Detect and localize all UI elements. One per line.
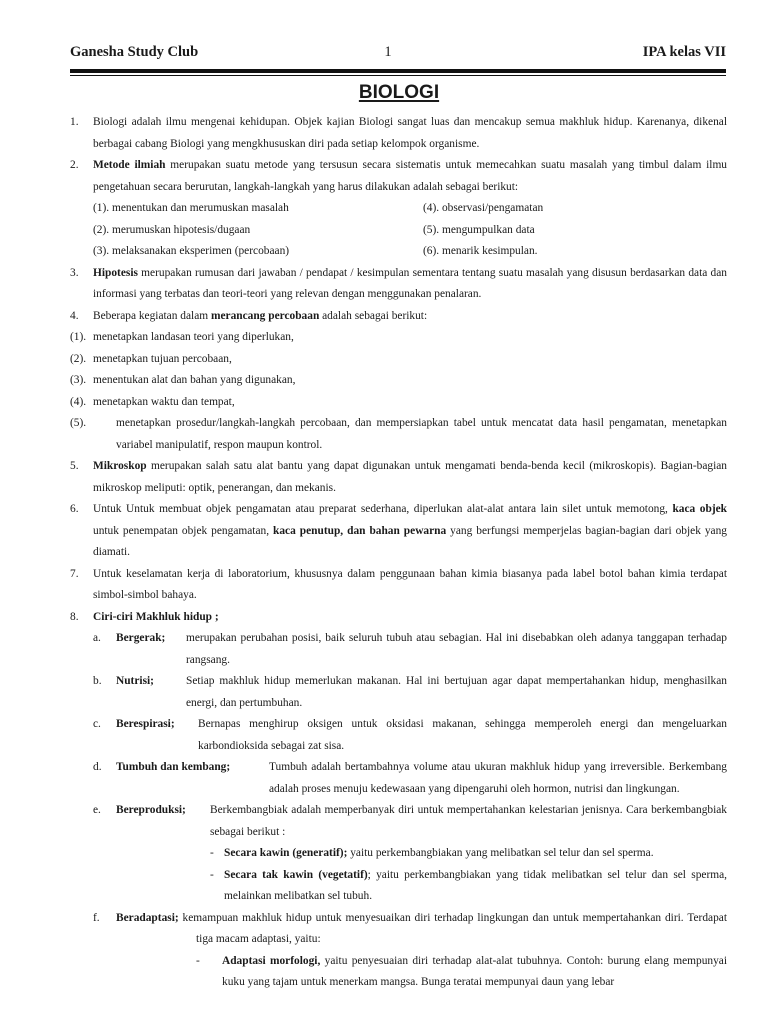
paragraph: Mikroskop merupakan salah satu alat bantu yang dapat digunakan untuk mengamati benda-benda kecil (mikroskopis). Bagian-bagian mikroskop meliputi: optik, penerangan, dan mekanis. bbox=[93, 460, 727, 494]
step: (1). menentukan dan merumuskan masalah bbox=[93, 202, 289, 214]
term: Berespirasi; bbox=[116, 718, 175, 730]
term: kaca objek bbox=[672, 503, 728, 515]
step: (4). observasi/pengamatan bbox=[423, 202, 544, 214]
list-item: 4. Beberapa kegiatan dalam merancang percobaan adalah sebagai berikut: bbox=[70, 306, 727, 328]
term: kaca penutup, dan bahan pewarna bbox=[273, 524, 447, 537]
list-item: 3. Hipotesis merupakan rumusan dari jawaban / pendapat / kesimpulan sementara tentang suatu masalah yang disusun berdasarkan data dan informasi yang terbatas dan teori-teori yang relevan dengan menggunakan penalaran. bbox=[70, 263, 727, 306]
sub-item: (1). menetapkan landasan teori yang diperlukan, bbox=[70, 331, 294, 343]
term: Metode ilmiah bbox=[93, 159, 166, 171]
header-rule-thin bbox=[70, 75, 726, 76]
list-item: 5. Mikroskop merupakan salah satu alat bantu yang dapat digunakan untuk mengamati benda-benda kecil (mikroskopis). Bagian-bagian mikroskop meliputi: optik, penerangan, dan mekanis. bbox=[70, 456, 727, 499]
method-steps bbox=[93, 198, 727, 263]
sub-item: - Adaptasi morfologi, yaitu penyesuaian diri terhadap alat-alat tubuhnya. Contoh: burung elang mempunyai kuku yang tajam untuk menerkam mangsa. Bunga teratai mempunyai daun yang lebar bbox=[196, 954, 727, 988]
trait-item: b. Nutrisi; Setiap makhluk hidup memerlukan makanan. Hal ini bertujuan agar dapat mempertahankan hidup, menghasilkan energi, dan pertumbuhan. bbox=[93, 671, 727, 714]
header-left: Ganesha Study Club bbox=[70, 44, 199, 60]
term: Ciri-ciri Makhluk hidup ; bbox=[93, 610, 219, 623]
list-item: 8. Ciri-ciri Makhluk hidup ; a. Bergerak; merupakan perubahan posisi, baik seluruh tubuh atau sebagian. Hal ini disebabkan oleh adanya tanggapan terhadap rangsang. b. Nutrisi; Setiap makhluk hidup memerlukan makanan. Hal ini bertujuan agar dapat mempertahankan hidup, menghasilkan energi, dan pertumbuhan. c. Berespirasi; Bernapas menghirup oksigen untuk oksidasi makanan, sehingga memperoleh energi dan mengeluarkan karbondioksida sebagai zat sisa. d. Tumbuh dan kembang; Tumbuh adalah bertambahnya volume atau ukuran makhluk hidup yang irreversible. Berkembang adalah proses menuju kedewasaan yang dipengaruhi oleh hormon, nutrisi dan lingkungan. e. Bereproduksi; Berkembangbiak adalah memperbanyak diri untuk mempertahankan kelestarian jenisnya. Cara berkembangbiak sebagai berikut : - Secara kawin (generatif); yaitu perkembangbiakan yang melibatkan sel telur dan sel sperma. - Secara tak kawin (vegetatif); yaitu perkembangbiakan yang tidak melibatkan sel telur dan sel sperma, melainkan melibatkan sel tubuh. f. Beradaptasi; kemampuan makhluk hidup untuk menyesuaikan diri terhadap lingkungan dan untuk mempertahankan diri. Terdapat tiga macam adaptasi, yaitu: - Adaptasi morfologi, yaitu penyesuaian diri terhadap alat-alat tubuhnya. Contoh: burung elang mempunyai kuku yang tajam untuk menerkam mangsa. Bunga teratai mempunyai daun yang lebar bbox=[70, 607, 727, 994]
trait-item: e. Bereproduksi; Berkembangbiak adalah memperbanyak diri untuk mempertahankan kelestarian jenisnya. Cara berkembangbiak sebagai berikut : - Secara kawin (generatif); yaitu perkembangbiakan yang melibatkan sel telur dan sel sperma. - Secara tak kawin (vegetatif); yaitu perkembangbiakan yang tidak melibatkan sel telur dan sel sperma, melainkan melibatkan sel tubuh. bbox=[93, 800, 727, 908]
trait-item: c. Berespirasi; Bernapas menghirup oksigen untuk oksidasi makanan, sehingga memperoleh energi dan mengeluarkan karbondioksida sebagai zat sisa. bbox=[93, 714, 727, 757]
page-header bbox=[70, 44, 726, 64]
list-item: 7. Untuk keselamatan kerja di laboratorium, khususnya dalam penggunaan bahan kimia biasanya pada label botol bahan kimia terdapat simbol-simbol bahaya. bbox=[70, 564, 727, 607]
list-item: 1. Biologi adalah ilmu mengenai kehidupan. Objek kajian Biologi sangat luas dan mencakup semua makhluk hidup. Karenanya, dikenal berbagai cabang Biologi yang mengkhususkan diri pada setiap kelompok organisme. bbox=[70, 112, 727, 155]
header-rule-thick bbox=[70, 69, 726, 73]
paragraph: Hipotesis merupakan rumusan dari jawaban / pendapat / kesimpulan sementara tentang suatu masalah yang disusun berdasarkan data dan informasi yang terbatas dan teori-teori yang relevan dengan menggunakan penalaran. bbox=[93, 266, 727, 300]
step: (3). melaksanakan eksperimen (percobaan) bbox=[93, 245, 290, 257]
paragraph: Metode ilmiah merupakan suatu metode yang tersusun secara sistematis untuk memecahkan suatu masalah yang timbul dalam ilmu pengetahuan secara berurutan, langkah-langkah yang harus dilakukan adalah sebagai berikut: bbox=[93, 159, 728, 193]
document-body bbox=[70, 112, 727, 994]
trait-item: a. Bergerak; merupakan perubahan posisi, baik seluruh tubuh atau sebagian. Hal ini disebabkan oleh adanya tanggapan terhadap rangsang. bbox=[93, 628, 727, 671]
sub-item: (2). menetapkan tujuan percobaan, bbox=[70, 352, 232, 365]
list-item: 6. Untuk Untuk membuat objek pengamatan atau preparat sederhana, diperlukan alat-alat antara lain silet untuk memotong, kaca objek untuk penempatan objek pengamatan, kaca penutup, dan bahan pewarna yang berfungsi memperjelas bagian-bagian dari objek yang diamati. bbox=[70, 499, 727, 564]
term: Bergerak; bbox=[116, 632, 166, 644]
step: (6). menarik kesimpulan. bbox=[423, 245, 538, 257]
term: Hipotesis bbox=[93, 266, 138, 279]
term: merancang percobaan bbox=[210, 309, 320, 322]
page-number: 1 bbox=[384, 44, 392, 60]
sub-item: - Secara tak kawin (vegetatif); yaitu perkembangbiakan yang tidak melibatkan sel telur dan sel sperma, melainkan melibatkan sel tubuh. bbox=[210, 868, 727, 902]
term: Bereproduksi; bbox=[116, 804, 186, 816]
trait-item: d. Tumbuh dan kembang; Tumbuh adalah bertambahnya volume atau ukuran makhluk hidup yang irreversible. Berkembang adalah proses menuju kedewasaan yang dipengaruhi oleh hormon, nutrisi dan lingkungan. bbox=[93, 757, 727, 800]
sub-item: (4). menetapkan waktu dan tempat, bbox=[70, 395, 235, 408]
paragraph: Untuk Untuk membuat objek pengamatan atau preparat sederhana, diperlukan alat-alat antara lain silet untuk memotong, kaca objek untuk penempatan objek pengamatan, kaca penutup, dan bahan pewarna yang berfungsi memperjelas bagian-bagian dari objek yang diamati. bbox=[93, 503, 728, 558]
list-item: 2. Metode ilmiah merupakan suatu metode yang tersusun secara sistematis untuk memecahkan suatu masalah yang timbul dalam ilmu pengetahuan secara berurutan, langkah-langkah yang harus dilakukan adalah sebagai berikut: (1). menentukan dan merumuskan masalah (4). observasi/pengamatan (2). merumuskan hipotesis/dugaan (5). mengumpulkan data (3). melaksanakan eksperimen (percobaan) (6). menarik kesimpulan. bbox=[70, 155, 727, 263]
sub-item: - Secara kawin (generatif); yaitu perkembangbiakan yang melibatkan sel telur dan sel sperma. bbox=[210, 847, 654, 859]
term: Mikroskop bbox=[93, 460, 147, 472]
sub-item: (3). menentukan alat dan bahan yang digunakan, bbox=[70, 374, 296, 386]
paragraph: Biologi adalah ilmu mengenai kehidupan. Objek kajian Biologi sangat luas dan mencakup semua makhluk hidup. Karenanya, dikenal berbagai cabang Biologi yang mengkhususkan diri pada setiap kelompok organisme. bbox=[93, 116, 727, 150]
term: Nutrisi; bbox=[116, 675, 154, 687]
step: (2). merumuskan hipotesis/dugaan bbox=[93, 223, 251, 236]
paragraph bbox=[93, 607, 727, 629]
term: Beradaptasi; bbox=[116, 911, 179, 924]
page-title: BIOLOGI bbox=[358, 82, 440, 103]
paragraph: Untuk keselamatan kerja di laboratorium, khususnya dalam penggunaan bahan kimia biasanya pada label botol bahan kimia terdapat simbol-simbol bahaya. bbox=[93, 567, 727, 601]
term: Tumbuh dan kembang; bbox=[116, 761, 231, 773]
step: (5). mengumpulkan data bbox=[423, 223, 535, 236]
trait-item: f. Beradaptasi; kemampuan makhluk hidup untuk menyesuaikan diri terhadap lingkungan dan untuk mempertahankan diri. Terdapat tiga macam adaptasi, yaitu: - Adaptasi morfologi, yaitu penyesuaian diri terhadap alat-alat tubuhnya. Contoh: burung elang mempunyai kuku yang tajam untuk menerkam mangsa. Bunga teratai mempunyai daun yang lebar bbox=[93, 908, 727, 994]
sub-item: (5). menetapkan prosedur/langkah-langkah percobaan, dan mempersiapkan tabel untuk mencatat data hasil pengamatan, menetapkan variabel manipulatif, respon maupun kontrol. bbox=[70, 417, 727, 451]
header-right: IPA kelas VII bbox=[642, 44, 726, 60]
paragraph: Beberapa kegiatan dalam merancang percobaan adalah sebagai berikut: bbox=[93, 309, 428, 322]
